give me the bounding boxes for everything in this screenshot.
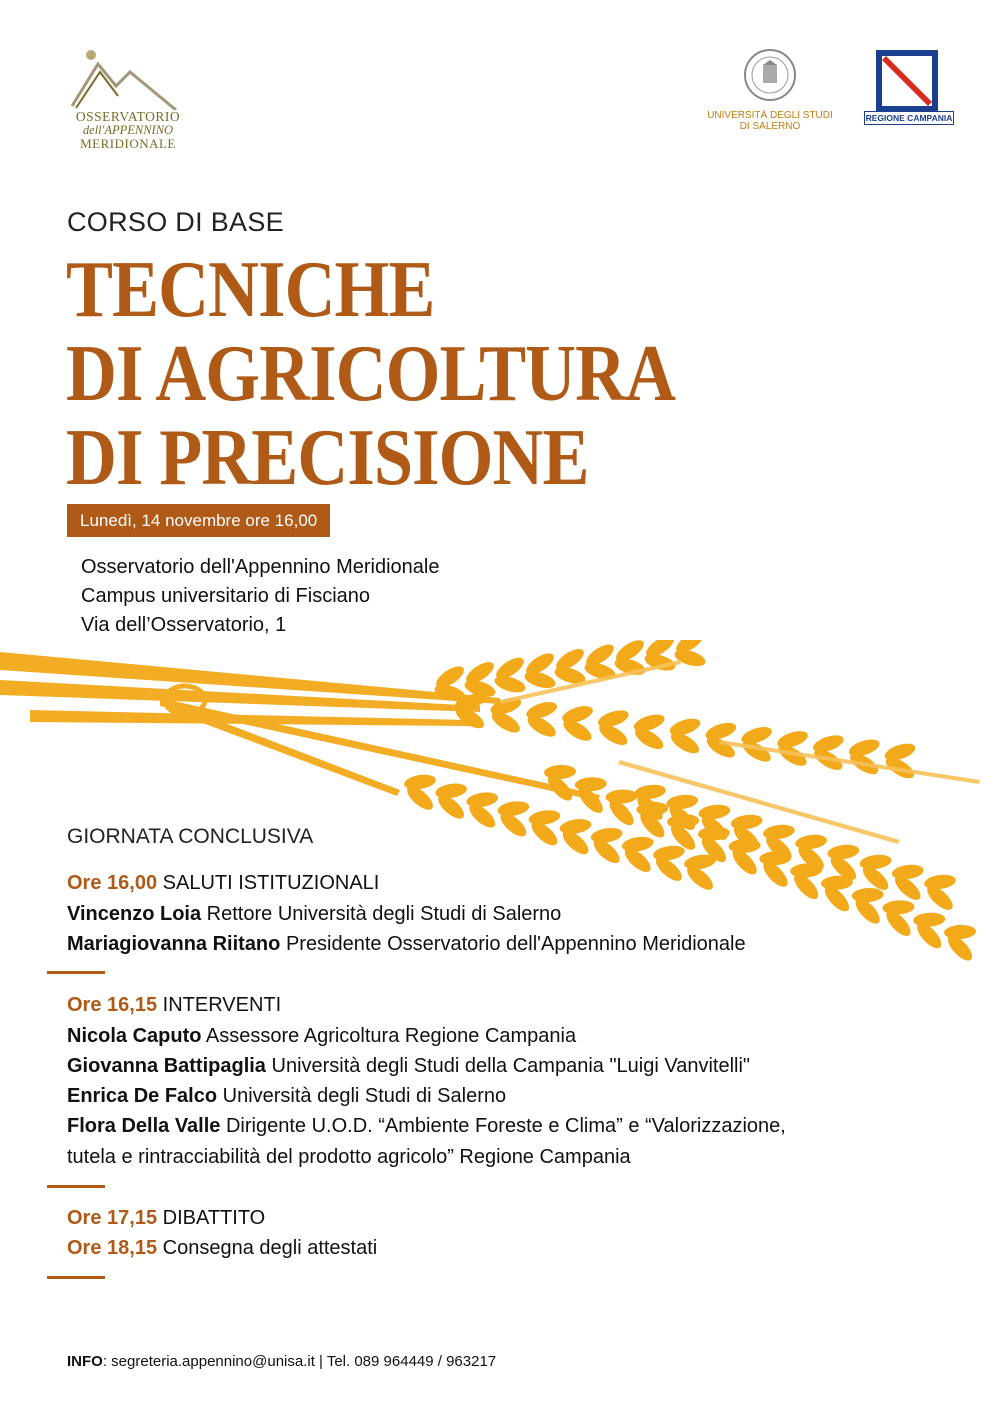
university-seal-icon [743, 48, 797, 102]
speaker-role: Università degli Studi di Salerno [222, 1085, 507, 1107]
program-heading: GIORNATA CONCLUSIVA [67, 825, 314, 848]
speaker-role: Università degli Studi della Campania "Luigi Vanvitelli" [271, 1055, 751, 1077]
session-label: DIBATTITO [162, 1207, 266, 1229]
speaker-name: Flora Della Valle [67, 1115, 221, 1137]
unisa-logo [700, 48, 840, 138]
course-subtitle: CORSO DI BASE [67, 207, 284, 237]
title-line-1: TECNICHE [66, 246, 435, 334]
speaker-line [67, 1085, 506, 1108]
program-item [67, 1237, 377, 1260]
speaker-line [67, 1115, 786, 1138]
speaker-name: Enrica De Falco [67, 1085, 218, 1107]
speaker-line [67, 1055, 750, 1078]
campania-band-icon [876, 50, 938, 112]
regione-campania-logo [864, 50, 954, 130]
section-divider [47, 1185, 105, 1188]
unisa-line-1: UNIVERSITÀ DEGLI STUDI [707, 110, 833, 121]
mountain-icon [58, 46, 198, 110]
time-label: Ore 16,00 [67, 872, 158, 894]
date-badge: Lunedì, 14 novembre ore 16,00 [67, 504, 330, 537]
speaker-role-continued: tutela e rintracciabilità del prodotto agricolo” Regione Campania [67, 1146, 631, 1168]
venue-line-3: Via dell’Osservatorio, 1 [81, 614, 287, 636]
speaker-name: Giovanna Battipaglia [67, 1055, 266, 1077]
info-label: INFO [67, 1353, 103, 1370]
venue-line-1: Osservatorio dell'Appennino Meridionale [81, 556, 440, 578]
time-label: Ore 18,15 [67, 1237, 158, 1259]
speaker-name: Mariagiovanna Riitano [67, 933, 281, 955]
info-text: : segreteria.appennino@unisa.it | Tel. 089 964449 / 963217 [102, 1353, 497, 1370]
program-item [67, 872, 379, 895]
speaker-name: Vincenzo Loia [67, 903, 202, 925]
program-item [67, 994, 281, 1017]
session-label: Consegna degli attestati [162, 1237, 378, 1259]
speaker-role: Dirigente U.O.D. “Ambiente Foreste e Clima” e “Valorizzazione, [225, 1115, 786, 1137]
speaker-line [67, 933, 746, 956]
speaker-role: Rettore Università degli Studi di Salerno [206, 903, 562, 925]
campania-emblem [876, 50, 938, 112]
session-label: INTERVENTI [162, 994, 282, 1016]
logo-line-1: OSSERVATORIO [75, 109, 181, 124]
section-divider [47, 1276, 105, 1279]
session-label: SALUTI ISTITUZIONALI [162, 872, 380, 894]
program-item [67, 1207, 265, 1230]
speaker-role: Assessore Agricoltura Regione Campania [205, 1025, 577, 1047]
osservatorio-logo [58, 46, 198, 156]
footer-info [67, 1353, 496, 1370]
logo-line-2: dell'APPENNINO [82, 123, 174, 137]
speaker-line [67, 903, 561, 926]
time-label: Ore 17,15 [67, 1207, 158, 1229]
title-line-3: DI PRECISIONE [66, 414, 589, 502]
venue-line-2: Campus universitario di Fisciano [81, 585, 371, 607]
campania-label: REGIONE CAMPANIA [865, 113, 953, 123]
unisa-line-2: DI SALERNO [739, 121, 801, 132]
logo-line-3: MERIDIONALE [80, 136, 176, 151]
speaker-role: Presidente Osservatorio dell'Appennino Meridionale [285, 933, 746, 955]
title-line-2: DI AGRICOLTURA [66, 330, 676, 418]
speaker-line [67, 1025, 576, 1048]
speaker-name: Nicola Caputo [67, 1025, 202, 1047]
time-label: Ore 16,15 [67, 994, 158, 1016]
section-divider [47, 971, 105, 974]
